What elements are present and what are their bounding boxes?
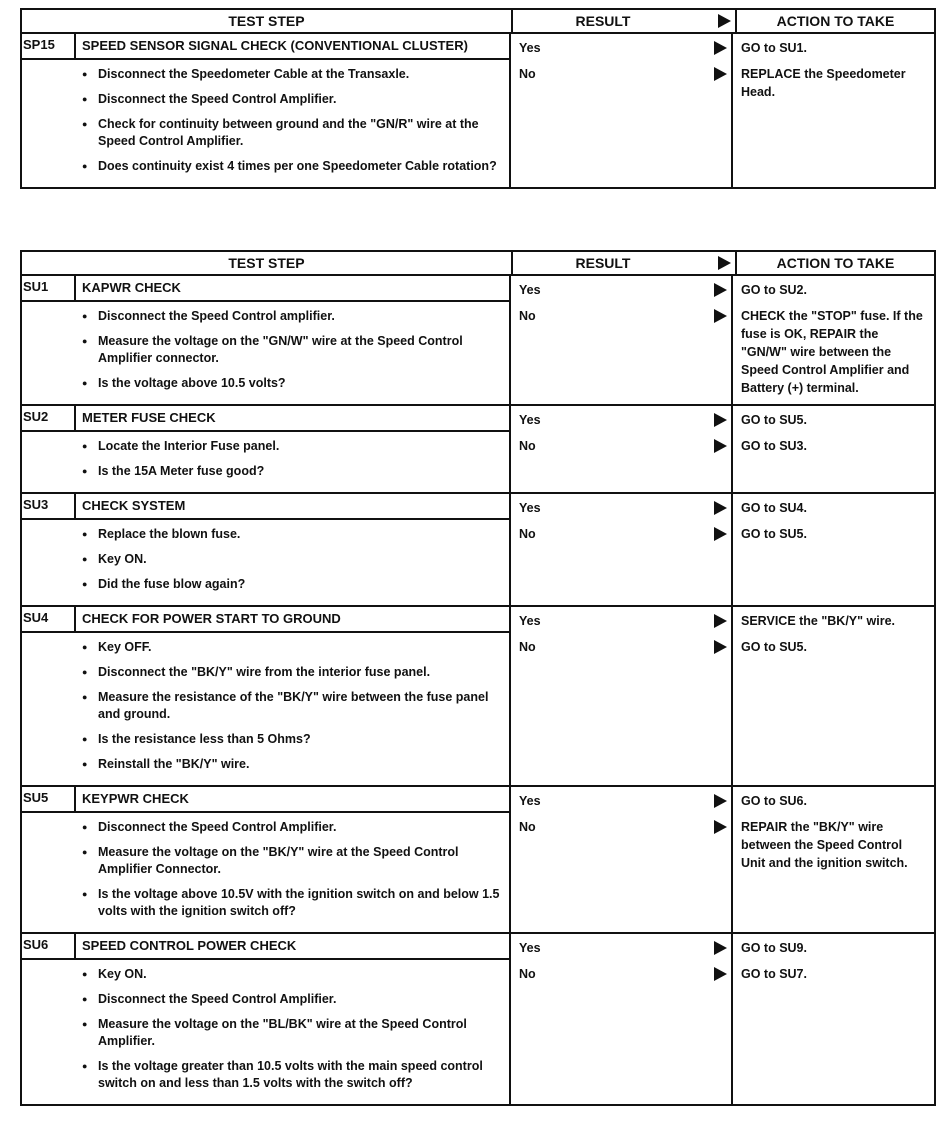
result-label: Yes xyxy=(519,501,541,515)
header-result xyxy=(513,10,737,32)
result-no xyxy=(511,64,731,90)
header-result-label: RESULT xyxy=(575,13,631,29)
step-item: ● Replace the blown fuse. xyxy=(80,526,501,543)
result-yes xyxy=(511,280,731,306)
arrow-right-icon xyxy=(714,41,727,55)
action-text: GO to SU5. xyxy=(741,640,807,654)
test-step-cell xyxy=(22,276,511,404)
step-code: SU4 xyxy=(22,607,76,631)
result-no xyxy=(511,524,731,550)
result-cell xyxy=(511,607,733,785)
step-item: ● Disconnect the "BK/Y" wire from the interior fuse panel. xyxy=(80,664,501,681)
header-test-step: TEST STEP xyxy=(22,10,513,32)
diagnostic-table-1 xyxy=(20,8,936,189)
step-item: ● Is the 15A Meter fuse good? xyxy=(80,463,501,480)
step-list xyxy=(22,633,509,785)
arrow-right-icon xyxy=(714,501,727,515)
test-section xyxy=(22,787,934,934)
arrow-right-icon xyxy=(718,14,731,28)
test-section xyxy=(22,34,934,187)
result-label: No xyxy=(519,967,536,981)
arrow-right-icon xyxy=(714,794,727,808)
header-result xyxy=(513,252,737,274)
test-step-cell xyxy=(22,406,511,492)
result-no xyxy=(511,817,731,843)
arrow-right-icon xyxy=(714,967,727,981)
step-item: ● Key ON. xyxy=(80,551,501,568)
step-item: ● Check for continuity between ground and the "GN/R" wire at the Speed Control Amplifier. xyxy=(80,116,501,150)
result-yes xyxy=(511,938,731,964)
arrow-right-icon xyxy=(714,309,727,323)
section-title-row xyxy=(22,34,509,60)
action-text: CHECK the "STOP" fuse. If the fuse is OK, REPAIR the "GN/W" wire between the Speed Control Amplifier and Battery (+) terminal. xyxy=(741,309,923,395)
step-item: ● Is the voltage above 10.5V with the ignition switch on and below 1.5 volts with the ignition switch off? xyxy=(80,886,501,920)
result-label: Yes xyxy=(519,614,541,628)
action-text: GO to SU7. xyxy=(741,967,807,981)
diagnostic-table-2 xyxy=(20,250,936,1106)
step-code: SP15 xyxy=(22,34,76,58)
step-code: SU2 xyxy=(22,406,76,430)
action-cell xyxy=(733,34,934,187)
result-label: No xyxy=(519,439,536,453)
arrow-right-icon xyxy=(714,67,727,81)
action-cell xyxy=(733,607,934,785)
step-list xyxy=(22,60,509,187)
step-item: ● Does continuity exist 4 times per one Speedometer Cable rotation? xyxy=(80,158,501,175)
result-yes xyxy=(511,498,731,524)
result-label: No xyxy=(519,67,536,81)
result-cell xyxy=(511,276,733,404)
action-text: GO to SU5. xyxy=(741,413,807,427)
result-no xyxy=(511,964,731,990)
arrow-right-icon xyxy=(714,941,727,955)
step-title: KEYPWR CHECK xyxy=(82,791,189,806)
step-title: SPEED CONTROL POWER CHECK xyxy=(82,938,297,953)
step-item: ● Is the voltage greater than 10.5 volts with the main speed control switch on and less than 1.5 volts with the switch off? xyxy=(80,1058,501,1092)
arrow-right-icon xyxy=(714,413,727,427)
action-text: REPAIR the "BK/Y" wire between the Speed Control Unit and the ignition switch. xyxy=(741,820,908,870)
step-item: ● Disconnect the Speed Control amplifier. xyxy=(80,308,501,325)
test-step-cell xyxy=(22,607,511,785)
step-list xyxy=(22,813,509,932)
result-yes xyxy=(511,791,731,817)
step-item: ● Disconnect the Speed Control Amplifier. xyxy=(80,991,501,1008)
step-item: ● Measure the voltage on the "GN/W" wire at the Speed Control Amplifier connector. xyxy=(80,333,501,367)
section-title-row xyxy=(22,494,509,520)
step-title: KAPWR CHECK xyxy=(82,280,181,295)
result-no xyxy=(511,637,731,663)
step-item: ● Is the voltage above 10.5 volts? xyxy=(80,375,501,392)
step-item: ● Measure the voltage on the "BK/Y" wire at the Speed Control Amplifier Connector. xyxy=(80,844,501,878)
action-text: REPLACE the Speedometer Head. xyxy=(741,67,906,99)
header-action: ACTION TO TAKE xyxy=(776,255,895,271)
action-cell xyxy=(733,787,934,932)
arrow-right-icon xyxy=(714,640,727,654)
result-label: Yes xyxy=(519,794,541,808)
test-section xyxy=(22,934,934,1104)
section-title-row xyxy=(22,406,509,432)
result-yes xyxy=(511,38,731,64)
result-label: No xyxy=(519,820,536,834)
test-step-cell xyxy=(22,787,511,932)
step-code: SU3 xyxy=(22,494,76,518)
result-yes xyxy=(511,611,731,637)
section-title-row xyxy=(22,934,509,960)
step-code: SU5 xyxy=(22,787,76,811)
action-cell xyxy=(733,934,934,1104)
header-result-label: RESULT xyxy=(575,255,631,271)
table-header xyxy=(22,252,934,276)
result-label: Yes xyxy=(519,941,541,955)
arrow-right-icon xyxy=(714,820,727,834)
result-label: Yes xyxy=(519,283,541,297)
section-title-row xyxy=(22,276,509,302)
step-item: ● Key ON. xyxy=(80,966,501,983)
step-list xyxy=(22,960,509,1104)
arrow-right-icon xyxy=(714,439,727,453)
action-text: SERVICE the "BK/Y" wire. xyxy=(741,614,896,628)
arrow-right-icon xyxy=(714,527,727,541)
test-section xyxy=(22,276,934,406)
action-text: GO to SU4. xyxy=(741,501,807,515)
step-item: ● Key OFF. xyxy=(80,639,501,656)
result-label: Yes xyxy=(519,413,541,427)
arrow-right-icon xyxy=(714,614,727,628)
result-cell xyxy=(511,787,733,932)
result-label: No xyxy=(519,309,536,323)
step-title: SPEED SENSOR SIGNAL CHECK (CONVENTIONAL CLUSTER) xyxy=(82,38,468,53)
step-item: ● Is the resistance less than 5 Ohms? xyxy=(80,731,501,748)
result-label: No xyxy=(519,527,536,541)
action-text: GO to SU1. xyxy=(741,41,807,55)
result-cell xyxy=(511,34,733,187)
result-yes xyxy=(511,410,731,436)
header-test-step: TEST STEP xyxy=(22,252,513,274)
action-cell xyxy=(733,494,934,605)
step-title: METER FUSE CHECK xyxy=(82,410,216,425)
test-section xyxy=(22,607,934,787)
step-item: ● Disconnect the Speedometer Cable at the Transaxle. xyxy=(80,66,501,83)
action-cell xyxy=(733,276,934,404)
step-list xyxy=(22,302,509,404)
result-cell xyxy=(511,934,733,1104)
step-item: ● Measure the voltage on the "BL/BK" wire at the Speed Control Amplifier. xyxy=(80,1016,501,1050)
section-title-row xyxy=(22,787,509,813)
action-text: GO to SU3. xyxy=(741,439,807,453)
result-no xyxy=(511,306,731,332)
step-title: CHECK FOR POWER START TO GROUND xyxy=(82,611,341,626)
result-cell xyxy=(511,494,733,605)
step-item: ● Did the fuse blow again? xyxy=(80,576,501,593)
table-header xyxy=(22,10,934,34)
action-text: GO to SU5. xyxy=(741,527,807,541)
result-cell xyxy=(511,406,733,492)
result-no xyxy=(511,436,731,462)
arrow-right-icon xyxy=(714,283,727,297)
test-section xyxy=(22,406,934,494)
step-item: ● Locate the Interior Fuse panel. xyxy=(80,438,501,455)
step-item: ● Disconnect the Speed Control Amplifier. xyxy=(80,91,501,108)
result-label: Yes xyxy=(519,41,541,55)
step-code: SU1 xyxy=(22,276,76,300)
test-step-cell xyxy=(22,934,511,1104)
step-item: ● Disconnect the Speed Control Amplifier. xyxy=(80,819,501,836)
step-item: ● Measure the resistance of the "BK/Y" wire between the fuse panel and ground. xyxy=(80,689,501,723)
section-title-row xyxy=(22,607,509,633)
step-list xyxy=(22,432,509,492)
action-text: GO to SU6. xyxy=(741,794,807,808)
test-step-cell xyxy=(22,494,511,605)
step-item: ● Reinstall the "BK/Y" wire. xyxy=(80,756,501,773)
step-list xyxy=(22,520,509,605)
header-action: ACTION TO TAKE xyxy=(776,13,895,29)
test-section xyxy=(22,494,934,607)
step-title: CHECK SYSTEM xyxy=(82,498,186,513)
action-text: GO to SU9. xyxy=(741,941,807,955)
result-label: No xyxy=(519,640,536,654)
arrow-right-icon xyxy=(718,256,731,270)
step-code: SU6 xyxy=(22,934,76,958)
action-text: GO to SU2. xyxy=(741,283,807,297)
test-step-cell xyxy=(22,34,511,187)
action-cell xyxy=(733,406,934,492)
